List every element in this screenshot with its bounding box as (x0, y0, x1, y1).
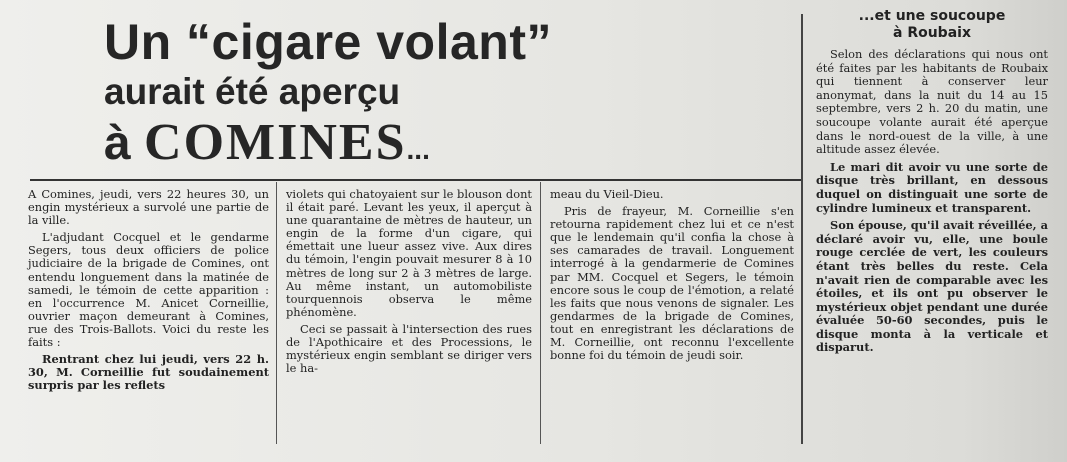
col1-paragraph: Rentrant chez lui jeudi, vers 22 h. 30, M. Corneillie fut soudainement surpris par les reflets (28, 352, 269, 393)
article-column-3 (550, 188, 794, 362)
column-divider-2 (540, 182, 541, 444)
headline-line-1: Un “cigare volant” (104, 14, 552, 70)
sidebar-paragraph: Le mari dit avoir vu une sorte de disque très brillant, en dessous duquel on distinguait une sorte de cylindre lumineux et transparent. (816, 159, 1048, 215)
headline-line-3 (104, 114, 704, 179)
headline-line-3-word: COMINES (144, 114, 407, 171)
article-headline (104, 14, 704, 179)
sidebar-paragraph: Selon des déclarations qui nous ont été faites par les habitants de Roubaix qui tiennent à conserver leur anonymat, dans la nuit du 14 au 15 septembre, vers 2 h. 20 du matin, une soucoupe volante aurait été aperçue dans le nord-ouest de la ville, à une altitude assez élevée. (816, 47, 1048, 157)
headline-line-3-prefix: à (104, 117, 145, 170)
sidebar-divider (801, 14, 803, 444)
headline-divider (30, 179, 803, 181)
sidebar-title (816, 8, 1048, 42)
headline-line-3-dots: ... (406, 134, 430, 165)
article-column-1 (28, 188, 269, 392)
col1-paragraph: L'adjudant Cocquel et le gendarme Segers, tous deux officiers de police judiciaire de la brigade de Comines, ont entendu longuement dans la matinée de samedi, le témoin de cette apparition : en l'occurrence M. Anicet Corneillie, ouvrier maçon demeurant à Comines, rue des Trois-Ballots. Voici du reste les faits : (28, 230, 269, 350)
column-divider-1 (276, 182, 277, 444)
col3-paragraph: meau du Vieil-Dieu. (550, 187, 664, 201)
col1-paragraph: A Comines, jeudi, vers 22 heures 30, un engin mystérieux a survolé une partie de la ville. (28, 187, 269, 228)
sidebar-paragraph: Son épouse, qu'il avait réveillée, a déclaré avoir vu, elle, une boule rouge cerclée de vert, les couleurs étant très belles du reste. Cela n'avait rien de comparable avec les étoiles, et ils ont pu observer le mystérieux objet pendant une durée évaluée 50-60 secondes, puis le disque monta à la verticale et disparut. (816, 218, 1048, 355)
sidebar-body (816, 48, 1048, 355)
col2-paragraph: violets qui chatoyaient sur le blouson dont il était paré. Levant les yeux, il aperçut à une quarantaine de mètres de hauteur, un engin de la forme d'un cigare, qui émettait une lueur assez vive. Aux dires du témoin, l'engin pouvait mesurer 8 à 10 mètres de long sur 2 à 3 mètres de large. Au même instant, un automobiliste tourquennois observa le même phénomène. (286, 187, 532, 319)
sidebar-title-line-2: à Roubaix (893, 25, 971, 41)
col2-paragraph: Ceci se passait à l'intersection des rues de l'Apothicaire et des Processions, le mystérieux engin semblant se diriger vers le ha- (286, 321, 532, 376)
sidebar-title-line-1: ...et une soucoupe (858, 8, 1006, 24)
article-column-2 (286, 188, 532, 375)
headline-line-2: aurait été aperçu (104, 71, 401, 112)
col3-paragraph: Pris de frayeur, M. Corneillie s'en retourna rapidement chez lui et ce n'est que le lendemain qu'il confia la chose à ses camarades de travail. Longuement interrogé à la gendarmerie de Comines par MM. Cocquel et Segers, le témoin encore sous le coup de l'émotion, a relaté les faits que nous venons de signaler. Les gendarmes de la brigade de Comines, tout en enregistrant les déclarations de M. Corneillie, ont reconnu l'excellente bonne foi du témoin de jeudi soir. (550, 204, 794, 363)
sidebar-article (816, 8, 1048, 355)
